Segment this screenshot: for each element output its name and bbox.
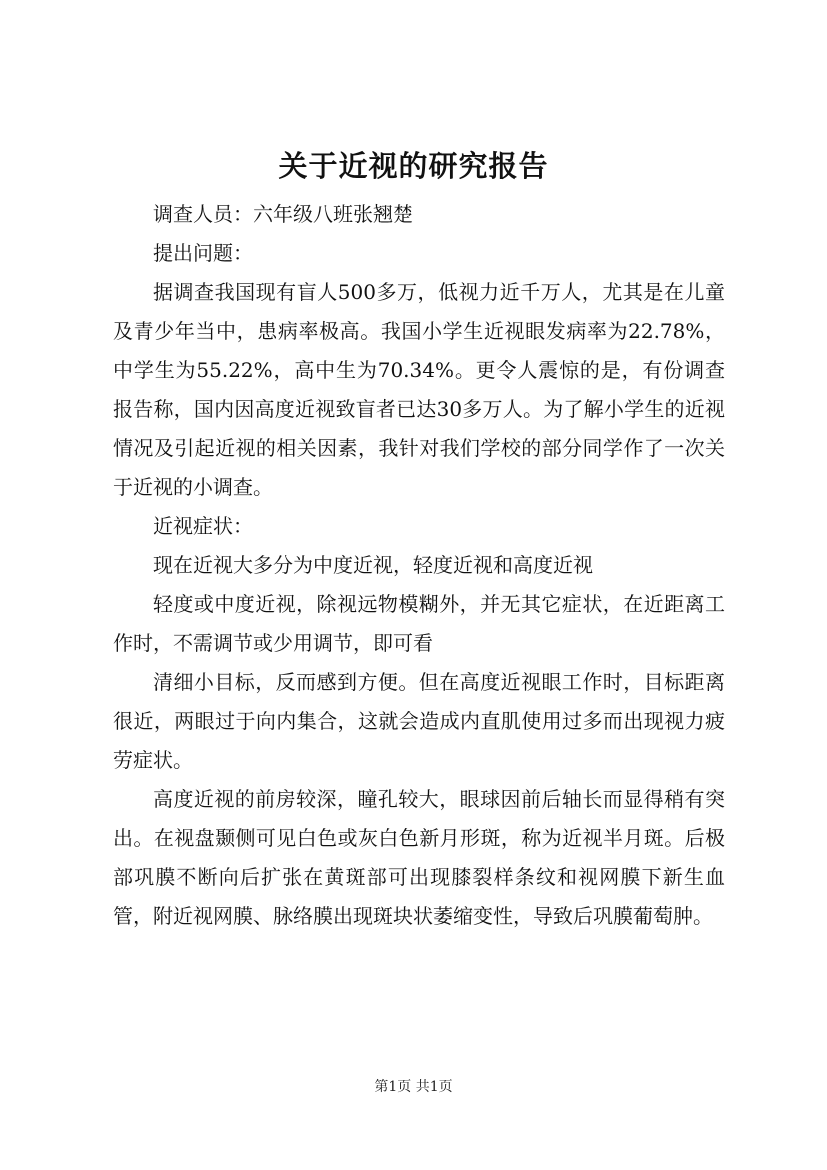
page-footer: 第1页 共1页 <box>374 1079 453 1095</box>
paragraph-myopia-types: 现在近视大多分为中度近视，轻度近视和高度近视 <box>153 553 593 577</box>
paragraph-statistics: 据调查我国现有盲人500多万，低视力近千万人，尤其是在儿童及青少年当中，患病率极高。我国小学生近视眼发病率为22.78%，中学生为55.22%，高中生为70.34%。更令人震惊的是，有份调查报告称，国内因高度近视致盲者已达30多万人。为了解小学生的近视情况及引起近视的相关因素，我针对我们学校的部分同学作了一次关于近视的小调查。 <box>113 280 725 499</box>
paragraph-mild-myopia: 轻度或中度近视，除视远物模糊外，并无其它症状，在近距离工作时，不需调节或少用调节，即可看 <box>113 592 725 655</box>
paragraph-high-myopia-signs: 高度近视的前房较深，瞳孔较大，眼球因前后轴长而显得稍有突出。在视盘颞侧可见白色或灰白色新月形斑，称为近视半月斑。后极部巩膜不断向后扩张在黄斑部可出现膝裂样条纹和视网膜下新生血管，附近视网膜、脉络膜出现斑块状萎缩变性，导致后巩膜葡萄肿。 <box>113 787 725 928</box>
document-body <box>113 195 725 936</box>
paragraph-symptoms-heading: 近视症状： <box>153 514 253 538</box>
paragraph-high-myopia-fatigue: 清细小目标，反而感到方便。但在高度近视眼工作时，目标距离很近，两眼过于向内集合，这就会造成内直肌使用过多而出现视力疲劳症状。 <box>113 670 725 772</box>
paragraph-question-heading: 提出问题： <box>153 241 253 265</box>
paragraph-investigator: 调查人员：六年级八班张翘楚 <box>153 202 413 226</box>
document-title: 关于近视的研究报告 <box>278 149 549 183</box>
